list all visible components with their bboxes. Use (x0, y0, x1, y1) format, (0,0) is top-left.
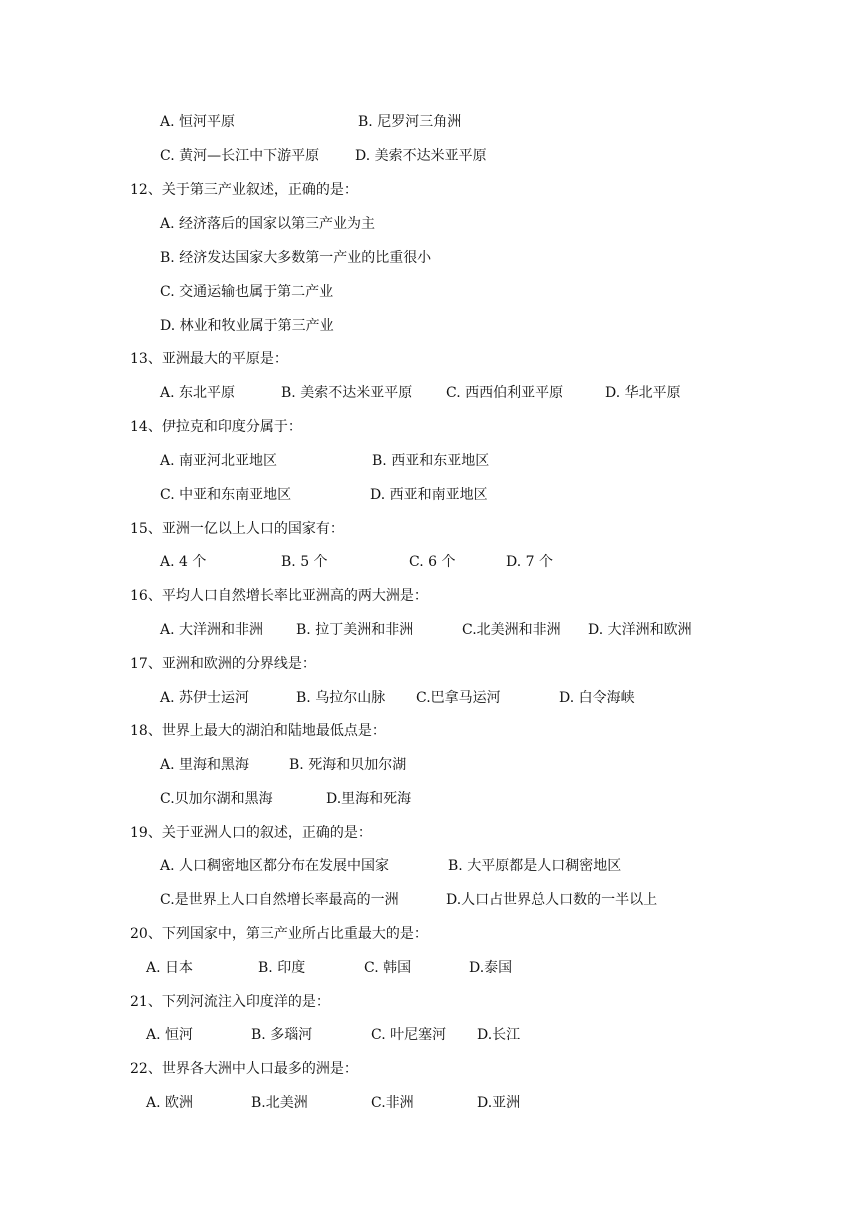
q13-option-b: B. 美索不达米亚平原 (281, 385, 413, 401)
q21-option-d: D.长江 (477, 1027, 521, 1043)
q22-option-c: C.非洲 (371, 1095, 414, 1111)
q21-stem: 21、下列河流注入印度洋的是： (130, 994, 330, 1010)
q18-stem: 18、世界上最大的湖泊和陆地最低点是： (130, 723, 386, 739)
q19-option-a: A. 人口稠密地区都分布在发展中国家 (160, 858, 390, 874)
q12-option-c: C. 交通运输也属于第二产业 (160, 284, 334, 300)
q22-option-b: B.北美洲 (251, 1095, 308, 1111)
q14-stem: 14、伊拉克和印度分属于： (130, 419, 302, 435)
q11-option-a: A. 恒河平原 (160, 114, 236, 130)
q20-option-a: A. 日本 (146, 960, 194, 976)
q15-option-c: C. 6 个 (409, 554, 456, 570)
q11-option-d: D. 美索不达米亚平原 (355, 148, 487, 164)
q11-option-c: C. 黄河—长江中下游平原 (160, 148, 320, 164)
q18-option-c: C.贝加尔湖和黑海 (160, 791, 273, 807)
q19-option-d: D.人口占世界总人口数的一半以上 (446, 892, 658, 908)
q21-option-b: B. 多瑙河 (251, 1027, 313, 1043)
q17-stem: 17、亚洲和欧洲的分界线是： (130, 656, 316, 672)
q19-option-c: C.是世界上人口自然增长率最高的一洲 (160, 892, 399, 908)
q12-option-d: D. 林业和牧业属于第三产业 (160, 318, 334, 334)
q16-stem: 16、平均人口自然增长率比亚洲高的两大洲是： (130, 588, 428, 604)
q13-option-a: A. 东北平原 (160, 385, 236, 401)
q12-option-b: B. 经济发达国家大多数第一产业的比重很小 (160, 250, 432, 266)
q22-stem: 22、世界各大洲中人口最多的洲是： (130, 1061, 358, 1077)
q20-option-b: B. 印度 (258, 960, 306, 976)
q14-option-d: D. 西亚和南亚地区 (370, 487, 488, 503)
q18-option-a: A. 里海和黑海 (160, 757, 250, 773)
q14-option-c: C. 中亚和东南亚地区 (160, 487, 292, 503)
q17-option-c: C.巴拿马运河 (416, 690, 501, 706)
q18-option-b: B. 死海和贝加尔湖 (289, 757, 407, 773)
q17-option-d: D. 白令海峡 (559, 690, 635, 706)
q22-option-a: A. 欧洲 (146, 1095, 194, 1111)
q18-option-d: D.里海和死海 (326, 791, 412, 807)
q14-option-a: A. 南亚河北亚地区 (160, 453, 278, 469)
q16-option-c: C.北美洲和非洲 (462, 622, 561, 638)
q19-stem: 19、关于亚洲人口的叙述，正确的是： (130, 825, 372, 841)
q12-stem: 12、关于第三产业叙述，正确的是： (130, 182, 358, 198)
q17-option-b: B. 乌拉尔山脉 (296, 690, 386, 706)
q15-option-b: B. 5 个 (281, 554, 328, 570)
q16-option-a: A. 大洋洲和非洲 (160, 622, 264, 638)
q13-stem: 13、亚洲最大的平原是： (130, 351, 288, 367)
q22-option-d: D.亚洲 (477, 1095, 521, 1111)
q13-option-c: C. 西西伯利亚平原 (446, 385, 564, 401)
q15-option-a: A. 4 个 (160, 554, 207, 570)
q13-option-d: D. 华北平原 (605, 385, 681, 401)
q16-option-b: B. 拉丁美洲和非洲 (296, 622, 414, 638)
q11-option-b: B. 尼罗河三角洲 (358, 114, 462, 130)
q20-option-c: C. 韩国 (364, 960, 412, 976)
q15-stem: 15、亚洲一亿以上人口的国家有： (130, 521, 344, 537)
q21-option-a: A. 恒河 (146, 1027, 194, 1043)
q19-option-b: B. 大平原都是人口稠密地区 (448, 858, 622, 874)
q21-option-c: C. 叶尼塞河 (371, 1027, 447, 1043)
q20-option-d: D.泰国 (469, 960, 513, 976)
q15-option-d: D. 7 个 (506, 554, 553, 570)
q14-option-b: B. 西亚和东亚地区 (372, 453, 490, 469)
q16-option-d: D. 大洋洲和欧洲 (588, 622, 692, 638)
q12-option-a: A. 经济落后的国家以第三产业为主 (160, 216, 376, 232)
q17-option-a: A. 苏伊士运河 (160, 690, 250, 706)
q20-stem: 20、下列国家中，第三产业所占比重最大的是： (130, 926, 428, 942)
